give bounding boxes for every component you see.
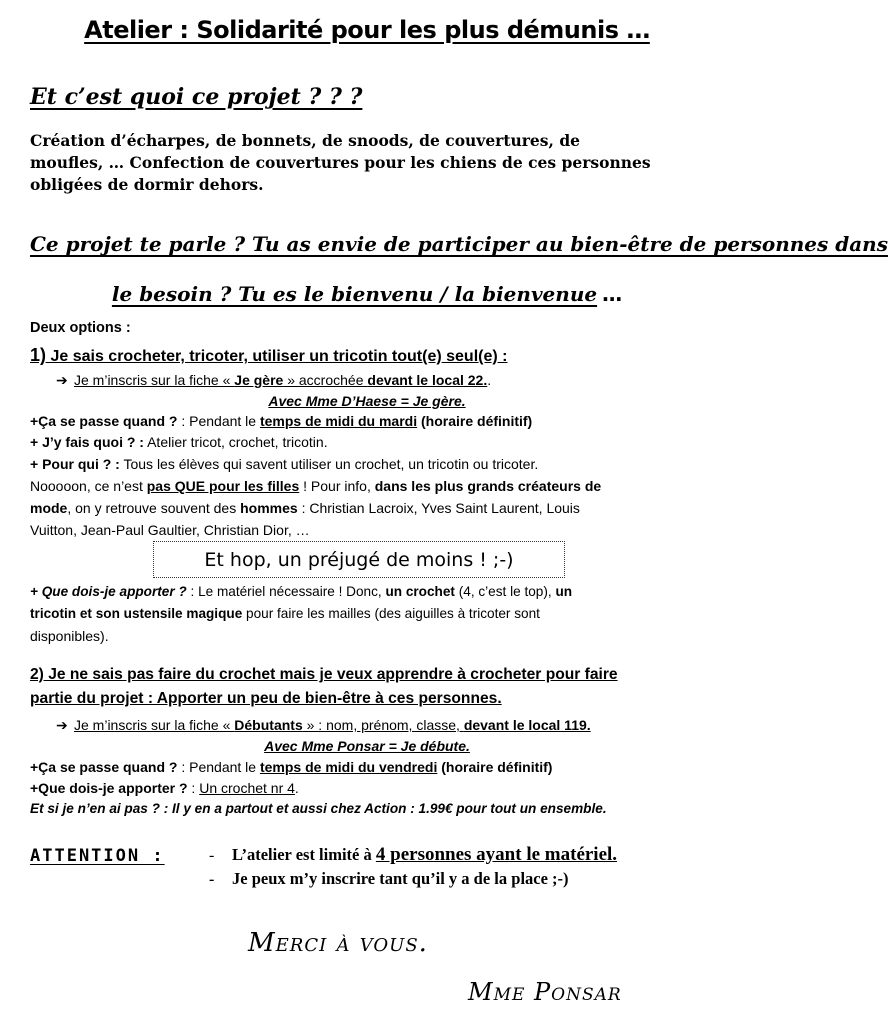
attention-line-2: Je peux m’y inscrire tant qu’il y a de la place ;-)	[232, 869, 569, 888]
prejudice-box-text: Et hop, un préjugé de moins ! ;-)	[204, 549, 514, 571]
intro-line: Création d’écharpes, de bonnets, de snoods, de couvertures, de	[30, 131, 581, 150]
option1-who: + Pour qui ? : Tous les élèves qui savent utiliser un crochet, un tricotin ou tricoter.	[30, 456, 539, 472]
option1-line: Nooooon, ce n’est pas QUE pour les filles ! Pour info, dans les plus grands créateurs de	[30, 478, 602, 494]
option2-signup: ➔ Je m’inscris sur la fiche « Débutants » : nom, prénom, classe, devant le local 119.	[56, 717, 591, 733]
option1-bring-line: disponibles).	[30, 628, 109, 644]
option1-signup: ➔ Je m’inscris sur la fiche « Je gère » accrochée devant le local 22..	[56, 372, 492, 388]
options-heading: Deux options :	[30, 320, 131, 336]
option2-bring: +Que dois-je apporter ? : Un crochet nr 4.	[30, 780, 299, 796]
arrow-right-icon: ➔	[56, 717, 68, 733]
callout-line-1: Ce projet te parle ? Tu as envie de participer au bien-être de personnes dans	[30, 232, 888, 256]
option1-bring: + Que dois-je apporter ? : Le matériel nécessaire ! Donc, un crochet (4, c’est le top), un	[30, 584, 573, 599]
callout-line-2: le besoin ? Tu es le bienvenu / la bienvenue …	[111, 282, 623, 306]
option2-none: Et si je n’en ai pas ? : Il y en a partout et aussi chez Action : 1.99€ pour tout un ensemble.	[30, 801, 607, 816]
signature: Mme Ponsar	[468, 978, 622, 1006]
option1-when: +Ça se passe quand ? : Pendant le temps de midi du mardi (horaire définitif)	[30, 413, 533, 429]
bullet-dash: -	[209, 847, 215, 864]
option1-teacher: Avec Mme D’Haese = Je gère.	[268, 393, 466, 409]
project-question-heading: Et c’est quoi ce projet ? ? ?	[30, 84, 363, 110]
option1-line: Vuitton, Jean-Paul Gaultier, Christian Dior, …	[30, 522, 310, 538]
attention-line-1: L’atelier est limité à 4 personnes ayant le matériel.	[232, 844, 618, 865]
option2-heading: 2) Je ne sais pas faire du crochet mais je veux apprendre à crocheter pour faire	[30, 666, 618, 683]
page-title: Atelier : Solidarité pour les plus démunis …	[84, 16, 650, 44]
thanks-text: Merci à vous.	[248, 928, 428, 958]
option1-bring-line: tricotin et son ustensile magique pour faire les mailles (des aiguilles à tricoter sont	[30, 606, 540, 621]
option1-what: + J’y fais quoi ? : Atelier tricot, crochet, tricotin.	[30, 434, 328, 450]
option1-line: mode, on y retrouve souvent des hommes : Christian Lacroix, Yves Saint Laurent, Louis	[30, 500, 580, 516]
arrow-right-icon: ➔	[56, 372, 68, 388]
intro-line: moufles, … Confection de couvertures pour les chiens de ces personnes	[30, 153, 651, 172]
option2-heading: partie du projet : Apporter un peu de bien-être à ces personnes.	[30, 690, 502, 707]
option1-heading: 1) Je sais crocheter, tricoter, utiliser un tricotin tout(e) seul(e) :	[30, 345, 508, 365]
bullet-dash: -	[209, 871, 215, 888]
intro-line: obligées de dormir dehors.	[30, 175, 264, 194]
intro-paragraph	[30, 130, 710, 196]
option2-teacher: Avec Mme Ponsar = Je débute.	[264, 738, 470, 754]
attention-label: ATTENTION :	[30, 846, 165, 866]
option2-when: +Ça se passe quand ? : Pendant le temps de midi du vendredi (horaire définitif)	[30, 759, 553, 775]
